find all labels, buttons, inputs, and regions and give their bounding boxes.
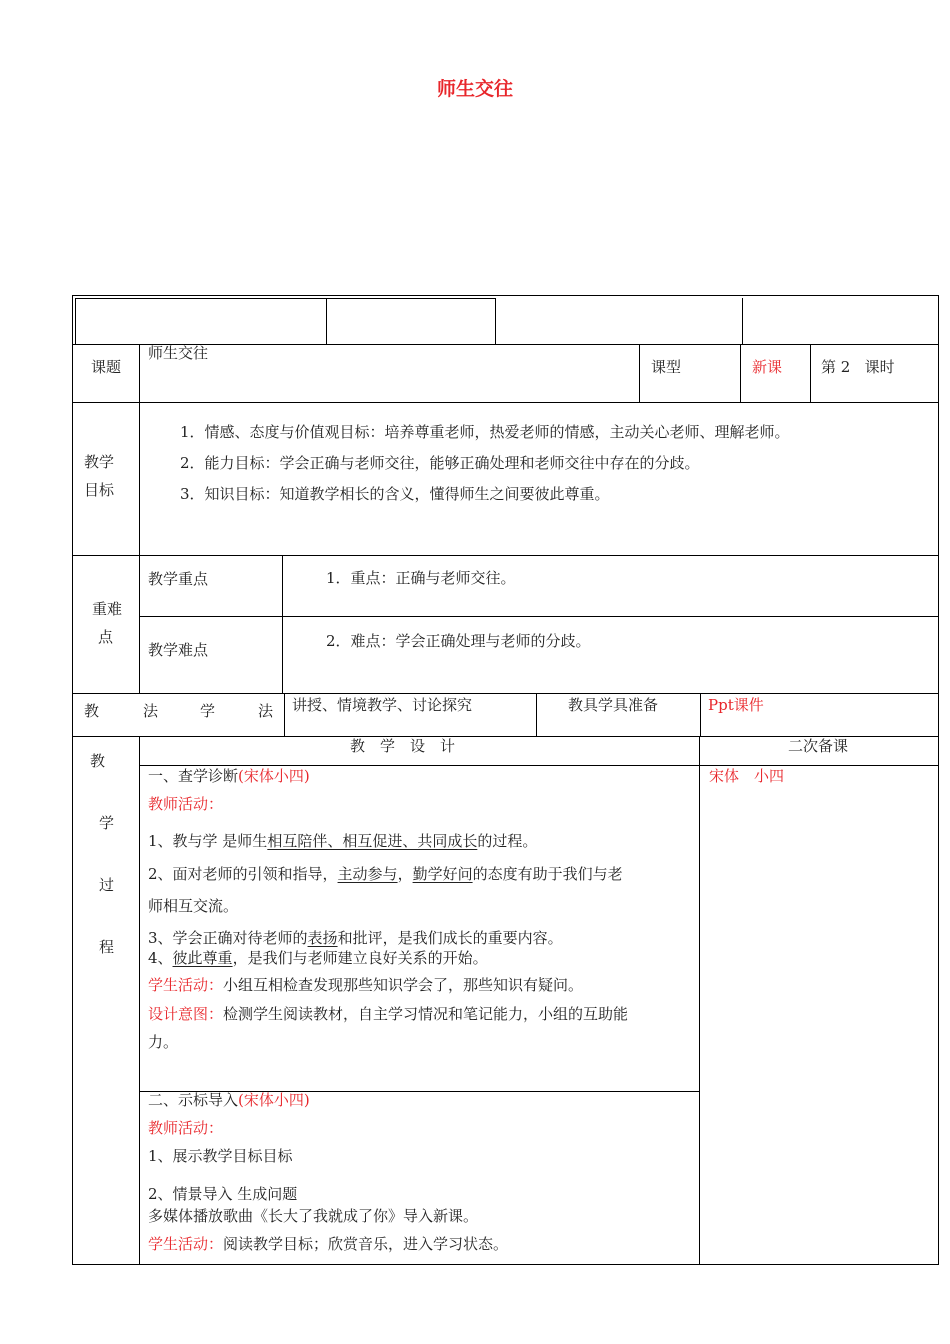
second-prep-header: 二次备课 (788, 737, 849, 755)
section1-intent: 设计意图：检测学生阅读教材，自主学习情况和笔记能力，小组的互助能 (148, 1005, 629, 1023)
section2-student: 学生活动：阅读教学目标；欣赏音乐，进入学习状态。 (148, 1235, 509, 1253)
section1-item1: 1、教与学 是师生相互陪伴、相互促进、共同成长的过程。 (148, 832, 538, 850)
focus-label: 教学重点 (148, 570, 209, 588)
document-title: 师生交往 (436, 78, 513, 100)
section1-teacher-label: 教师活动： (148, 795, 224, 813)
section1-intent-cont: 力。 (148, 1033, 179, 1051)
section2-heading: 二、示标导入(宋体小四) (148, 1091, 310, 1109)
objective-item: 2．能力目标：学会正确与老师交往，能够正确处理和老师交往中存在的分歧。 (180, 454, 700, 472)
tools-value: Ppt课件 (708, 696, 764, 714)
design-header: 教 学 设 计 (350, 737, 456, 755)
section1-student: 学生活动：小组互相检查发现那些知识学会了，那些知识有疑问。 (148, 976, 584, 994)
key-points-label: 重难 点 (92, 600, 123, 646)
objective-item: 1．情感、态度与价值观目标：培养尊重老师，热爱老师的情感，主动关心老师、理解老师。 (180, 423, 790, 441)
section2-teacher-label: 教师活动： (148, 1119, 224, 1137)
topic-label: 课题 (91, 358, 122, 376)
objective-item: 3．知识目标：知道教学相长的含义，懂得师生之间要彼此尊重。 (180, 485, 610, 503)
period-info: 第 2 课时 (821, 358, 895, 376)
difficulty-value: 2．难点：学会正确处理与老师的分歧。 (326, 632, 591, 650)
methods-value: 讲授、情境教学、讨论探究 (292, 696, 473, 714)
second-prep-note: 宋体 小四 (709, 767, 785, 785)
objectives-label: 教学 目标 (84, 453, 115, 499)
difficulty-label: 教学难点 (148, 641, 209, 659)
section2-item2-detail: 多媒体播放歌曲《长大了我就成了你》导入新课。 (148, 1207, 479, 1225)
focus-value: 1．重点：正确与老师交往。 (326, 569, 516, 587)
section1-heading: 一、查学诊断(宋体小四) (148, 767, 310, 785)
tools-label: 教具学具准备 (568, 696, 659, 714)
type-value: 新课 (752, 358, 783, 376)
section1-item4: 4、彼此尊重，是我们与老师建立良好关系的开始。 (148, 949, 488, 967)
type-label: 课型 (651, 358, 682, 376)
section1-item2-cont: 师相互交流。 (148, 897, 239, 915)
section2-item1: 1、展示教学目标目标 (148, 1147, 293, 1165)
section1-item2: 2、面对老师的引领和指导，主动参与，勤学好问的态度有助于我们与老 (148, 865, 623, 883)
topic-value: 师生交往 (148, 344, 209, 362)
section1-item3: 3、学会正确对待老师的表扬和批评，是我们成长的重要内容。 (148, 929, 563, 947)
section2-item2: 2、情景导入 生成问题 (148, 1185, 298, 1203)
